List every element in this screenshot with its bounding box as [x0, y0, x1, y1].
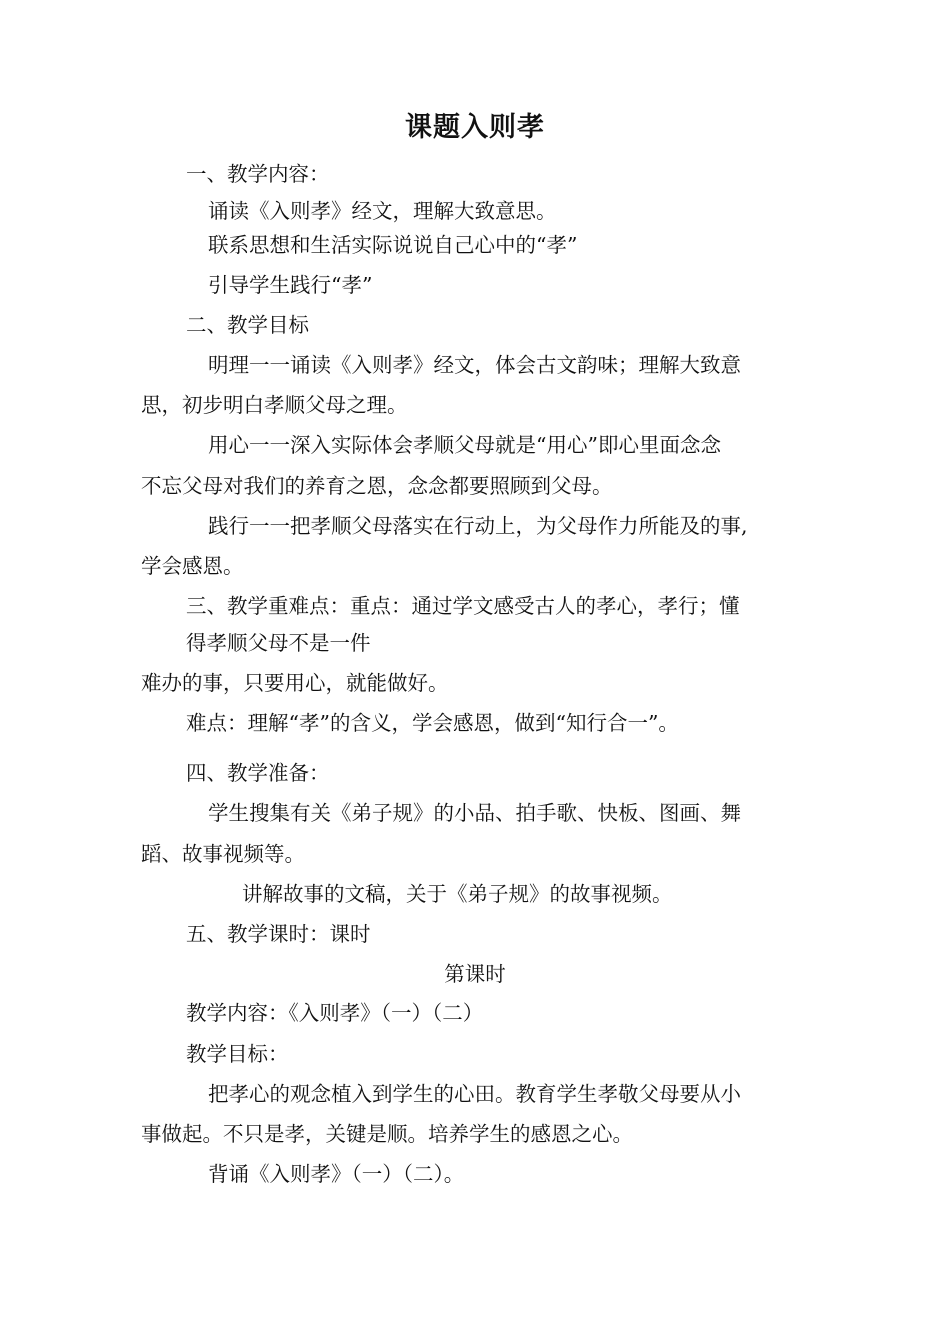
paragraph-line: 把孝心的观念植入到学生的心田。教育学生孝敬父母要从小	[208, 1082, 741, 1106]
paragraph-line: 引导学生践行“孝”	[208, 273, 373, 297]
section-heading-preparation: 四、教学准备：	[186, 761, 330, 785]
paragraph-line: 诵读《入则孝》经文，理解大致意思。	[208, 199, 557, 223]
section-heading-periods: 五、教学课时：课时	[186, 922, 371, 946]
paragraph-line: 得孝顺父母不是一件	[186, 631, 371, 655]
paragraph-line: 联系思想和生活实际说说自己心中的“孝”	[208, 233, 578, 257]
section-heading-key-points: 三、教学重难点：重点：通过学文感受古人的孝心，孝行；懂	[186, 594, 740, 618]
paragraph-line: 背诵《入则孝》（一）（二）。	[208, 1162, 465, 1186]
paragraph-line: 践行一一把孝顺父母落实在行动上，为父母作力所能及的事,	[208, 514, 748, 538]
paragraph-line: 学会感恩。	[141, 554, 244, 578]
paragraph-line: 事做起。不只是孝，关键是顺。培养学生的感恩之心。	[141, 1122, 633, 1146]
paragraph-line: 用心一一深入实际体会孝顺父母就是“用心”即心里面念念	[208, 433, 721, 457]
paragraph-line: 教学目标：	[186, 1042, 289, 1066]
paragraph-line: 学生搜集有关《弟子规》的小品、拍手歌、快板、图画、舞	[208, 801, 741, 825]
paragraph-line: 教学内容：《入则孝》（一）（二）	[186, 1001, 484, 1025]
paragraph-line: 不忘父母对我们的养育之恩，念念都要照顾到父母。	[141, 474, 613, 498]
paragraph-line: 思，初步明白孝顺父母之理。	[141, 393, 408, 417]
section-heading-content: 一、教学内容：	[186, 162, 330, 186]
paragraph-line: 难点：理解“孝”的含义，学会感恩，做到“知行合一”。	[186, 711, 679, 735]
paragraph-line: 明理一一诵读《入则孝》经文，体会古文韵味；理解大致意	[208, 353, 741, 377]
paragraph-line: 蹈、故事视频等。	[141, 842, 305, 866]
document-title: 课题入则孝	[405, 112, 545, 143]
paragraph-line: 讲解故事的文稿，关于《弟子规》的故事视频。	[242, 882, 673, 906]
period-heading: 第课时	[444, 962, 506, 986]
paragraph-line: 难办的事，只要用心，就能做好。	[141, 671, 449, 695]
section-heading-goals: 二、教学目标	[186, 313, 309, 337]
